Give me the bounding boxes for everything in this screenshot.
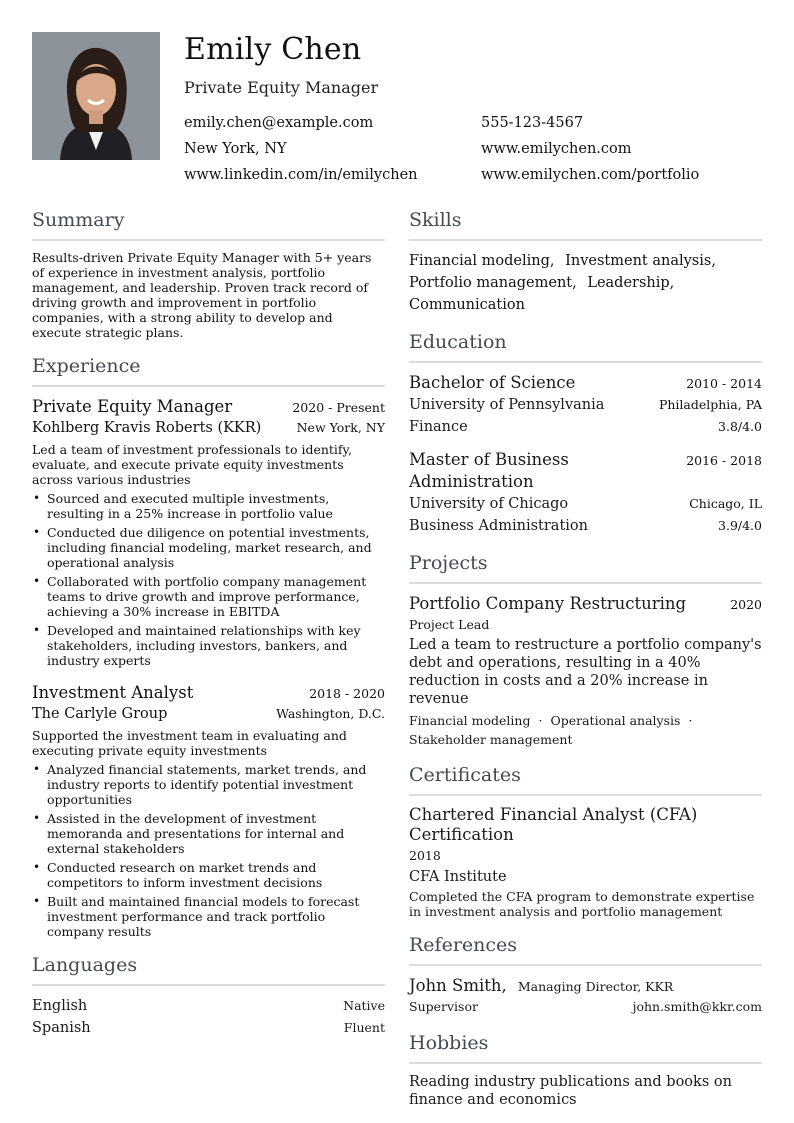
job-title: Private Equity Manager	[32, 397, 233, 416]
certificates-section	[409, 763, 762, 919]
education-location: Philadelphia, PA	[658, 397, 762, 412]
job-description: Supported the investment team in evaluating and executing private equity investments	[32, 728, 347, 758]
left-column	[32, 208, 385, 1053]
experience-heading: Experience	[32, 354, 385, 387]
skill-item: Portfolio management,	[409, 275, 577, 291]
job-dates: 2018 - 2020	[309, 686, 385, 701]
project-entry	[409, 593, 762, 749]
job-bullet: • Assisted in the development of investment memoranda and presentations for internal and external stakeholders	[32, 811, 385, 856]
contact-phone[interactable]: 555-123-4567	[481, 115, 584, 131]
reference-relation: Supervisor	[409, 999, 478, 1014]
language-level: Fluent	[343, 1020, 385, 1035]
job-bullet: • Built and maintained financial models to forecast investment performance and track portfolio company results	[32, 894, 385, 939]
job-title: Investment Analyst	[32, 683, 194, 702]
contact-website[interactable]: www.emilychen.com	[481, 141, 632, 157]
tag-separator: ·	[688, 713, 693, 728]
contact-portfolio[interactable]: www.emilychen.com/portfolio	[481, 167, 700, 183]
education-entry	[409, 449, 762, 537]
contact-email[interactable]: emily.chen@example.com	[184, 115, 374, 131]
summary-text: Results-driven Private Equity Manager with 5+ years of experience in investment analysis, portfolio management, and leadership. Proven track record of driving growth and improvement in portfolio companies, with a strong ability to develop and execute strategic plans.	[32, 250, 372, 340]
education-field: Finance	[409, 419, 468, 435]
language-name: Spanish	[32, 1020, 91, 1036]
languages-section	[32, 953, 385, 1039]
skills-heading: Skills	[409, 208, 762, 241]
reference-name: John Smith,	[409, 976, 507, 995]
skill-item: Leadership,	[587, 275, 675, 291]
right-column	[409, 208, 762, 1123]
language-item	[32, 995, 385, 1017]
certificates-heading: Certificates	[409, 763, 762, 796]
education-heading: Education	[409, 330, 762, 363]
profile-photo-image	[32, 32, 160, 160]
hobbies-text: Reading industry publications and books on finance and economics	[409, 1074, 732, 1108]
certificate-title: Chartered Financial Analyst (CFA) Certification	[409, 805, 698, 844]
job-entry	[32, 682, 385, 939]
project-tag: Stakeholder management	[409, 732, 573, 747]
education-degree: Bachelor of Science	[409, 373, 576, 392]
education-field: Business Administration	[409, 518, 588, 534]
profile-photo	[32, 32, 160, 160]
education-location: Chicago, IL	[689, 496, 762, 511]
project-title: Portfolio Company Restructuring	[409, 594, 687, 613]
job-dates: 2020 - Present	[292, 400, 385, 415]
education-degree: Master of Business Administration	[409, 450, 569, 491]
tag-separator: ·	[538, 713, 543, 728]
job-company: The Carlyle Group	[32, 706, 168, 722]
projects-heading: Projects	[409, 551, 762, 584]
project-year: 2020	[730, 597, 762, 612]
certificate-entry	[409, 805, 762, 919]
job-bullets	[32, 762, 385, 939]
summary-section	[32, 208, 385, 340]
references-heading: References	[409, 933, 762, 966]
education-gpa: 3.9/4.0	[718, 518, 762, 533]
job-entry	[32, 396, 385, 668]
job-bullets	[32, 491, 385, 668]
contact-linkedin[interactable]: www.linkedin.com/in/emilychen	[184, 167, 418, 183]
projects-section	[409, 551, 762, 749]
experience-section	[32, 354, 385, 939]
language-name: English	[32, 998, 88, 1014]
languages-heading: Languages	[32, 953, 385, 986]
reference-entry	[409, 975, 762, 1017]
skill-item: Financial modeling,	[409, 253, 555, 269]
job-bullet: • Analyzed financial statements, market trends, and industry reports to identify potential investment opportunities	[32, 762, 385, 807]
project-tag: Financial modeling	[409, 713, 531, 728]
project-role: Project Lead	[409, 617, 490, 632]
education-gpa: 3.8/4.0	[718, 419, 762, 434]
job-bullet: • Conducted research on market trends and competitors to inform investment decisions	[32, 860, 385, 890]
job-company: Kohlberg Kravis Roberts (KKR)	[32, 420, 262, 436]
candidate-name: Emily Chen	[184, 32, 362, 67]
job-location: Washington, D.C.	[276, 706, 385, 721]
certificate-year: 2018	[409, 848, 441, 863]
job-location: New York, NY	[296, 420, 385, 435]
skill-item: Investment analysis,	[565, 253, 716, 269]
job-bullet: • Developed and maintained relationships with key stakeholders, including investors, bankers, and industry experts	[32, 623, 385, 668]
education-section	[409, 330, 762, 537]
job-bullet: • Collaborated with portfolio company management teams to drive growth and improve performance, achieving a 30% increase in EBITDA	[32, 574, 385, 619]
language-item	[32, 1017, 385, 1039]
reference-role: Managing Director, KKR	[517, 979, 674, 994]
contact-location: New York, NY	[184, 141, 287, 157]
project-description: Led a team to restructure a portfolio company's debt and operations, resulting in a 40% reduction in costs and a 20% increase in revenue	[409, 637, 762, 707]
education-dates: 2010 - 2014	[686, 376, 762, 391]
skills-section	[409, 208, 762, 316]
summary-heading: Summary	[32, 208, 385, 241]
education-entry	[409, 372, 762, 438]
education-dates: 2016 - 2018	[686, 453, 762, 468]
certificate-issuer: CFA Institute	[409, 869, 507, 885]
job-bullet: • Sourced and executed multiple investments, resulting in a 25% increase in portfolio value	[32, 491, 385, 521]
project-tag: Operational analysis	[550, 713, 681, 728]
job-description: Led a team of investment professionals to identify, evaluate, and execute private equity investments across various industries	[32, 442, 352, 487]
job-bullet: • Conducted due diligence on potential investments, including financial modeling, market research, and operational analysis	[32, 525, 385, 570]
reference-email[interactable]: john.smith@kkr.com	[632, 999, 762, 1014]
project-tags	[409, 711, 762, 749]
education-school: University of Chicago	[409, 496, 569, 512]
skill-item: Communication	[409, 297, 525, 313]
hobbies-heading: Hobbies	[409, 1031, 762, 1064]
hobbies-section	[409, 1031, 762, 1109]
education-school: University of Pennsylvania	[409, 397, 605, 413]
candidate-title: Private Equity Manager	[184, 78, 379, 97]
language-level: Native	[343, 998, 385, 1013]
references-section	[409, 933, 762, 1017]
skills-list	[409, 250, 762, 316]
certificate-description: Completed the CFA program to demonstrate expertise in investment analysis and portfolio management	[409, 889, 755, 919]
